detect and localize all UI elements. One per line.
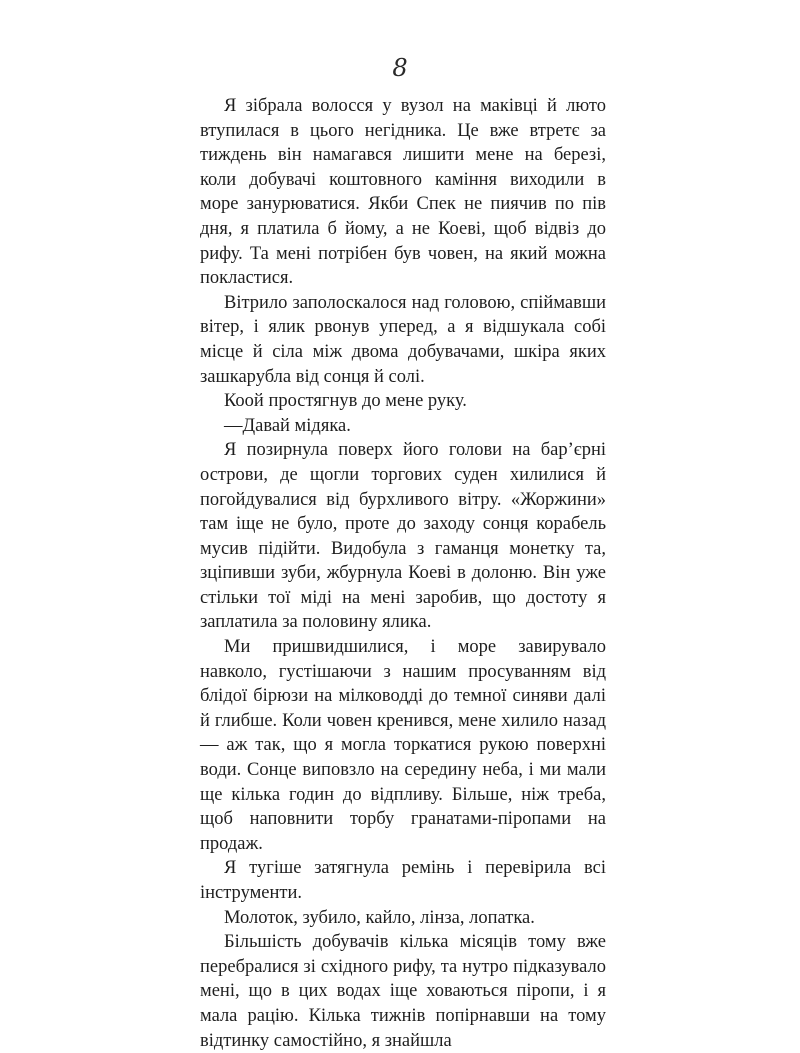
- paragraph: Вітрило заполоскалося над головою, спіймавши вітер, і ялик рвонув уперед, а я відшукала собі місце й сіла між двома добувачами, шкіра яких зашкарубла від сонця й солі.: [200, 292, 606, 387]
- page-number: 8: [392, 54, 408, 82]
- paragraph: Ми пришвидшилися, і море завирувало навколо, густішаючи з нашим просуванням від блідої бірюзи на мілководді до темної синяви далі й глибше. Коли човен кренився, мене хилило назад — аж так, що я могла торкатися рукою поверхні води. Сонце виповзло на середину неба, і ми мали ще кілька годин до відпливу. Більше, ніж треба, щоб наповнити торбу гранатами-піропами на продаж.: [200, 637, 606, 854]
- paragraph: Більшість добувачів кілька місяців тому вже перебралися зі східного рифу, та нутро підказувало мені, що в цих водах іще ховаються піропи, і я мала рацію. Кілька тижнів попірнавши на тому відтинку самостійно, я знайшла: [200, 932, 606, 1051]
- paragraph: Молоток, зубило, кайло, лінза, лопатка.: [224, 907, 535, 928]
- paragraph: Я тугіше затягнула ремінь і перевірила всі інструменти.: [200, 858, 606, 903]
- dialogue-line: —Давай мідяка.: [224, 415, 351, 436]
- page-body-text: [200, 94, 606, 1053]
- paragraph: Я позирнула поверх його голови на бар’єрні острови, де щогли торгових суден хилилися й погойдувалися від бурхливого вітру. «Жоржини» там іще не було, проте до заходу сонця корабель мусив підійти. Видобула з гаманця монетку та, зціпивши зуби, жбурнула Коеві в долоню. Він уже стільки тої міді на мені заробив, що достоту я заплатила за половину ялика.: [200, 440, 606, 633]
- paragraph: Я зібрала волосся у вузол на маківці й люто втупилася в цього негідника. Це вже втретє за тиждень він намагався лишити мене на березі, коли добувачі коштовного каміння виходили в море занурюватися. Якби Спек не пиячив по пів дня, я платила б йому, а не Коеві, щоб відвіз до рифу. Та мені потрібен був човен, на який можна покластися.: [200, 96, 606, 289]
- paragraph: Коой простягнув до мене руку.: [224, 391, 467, 412]
